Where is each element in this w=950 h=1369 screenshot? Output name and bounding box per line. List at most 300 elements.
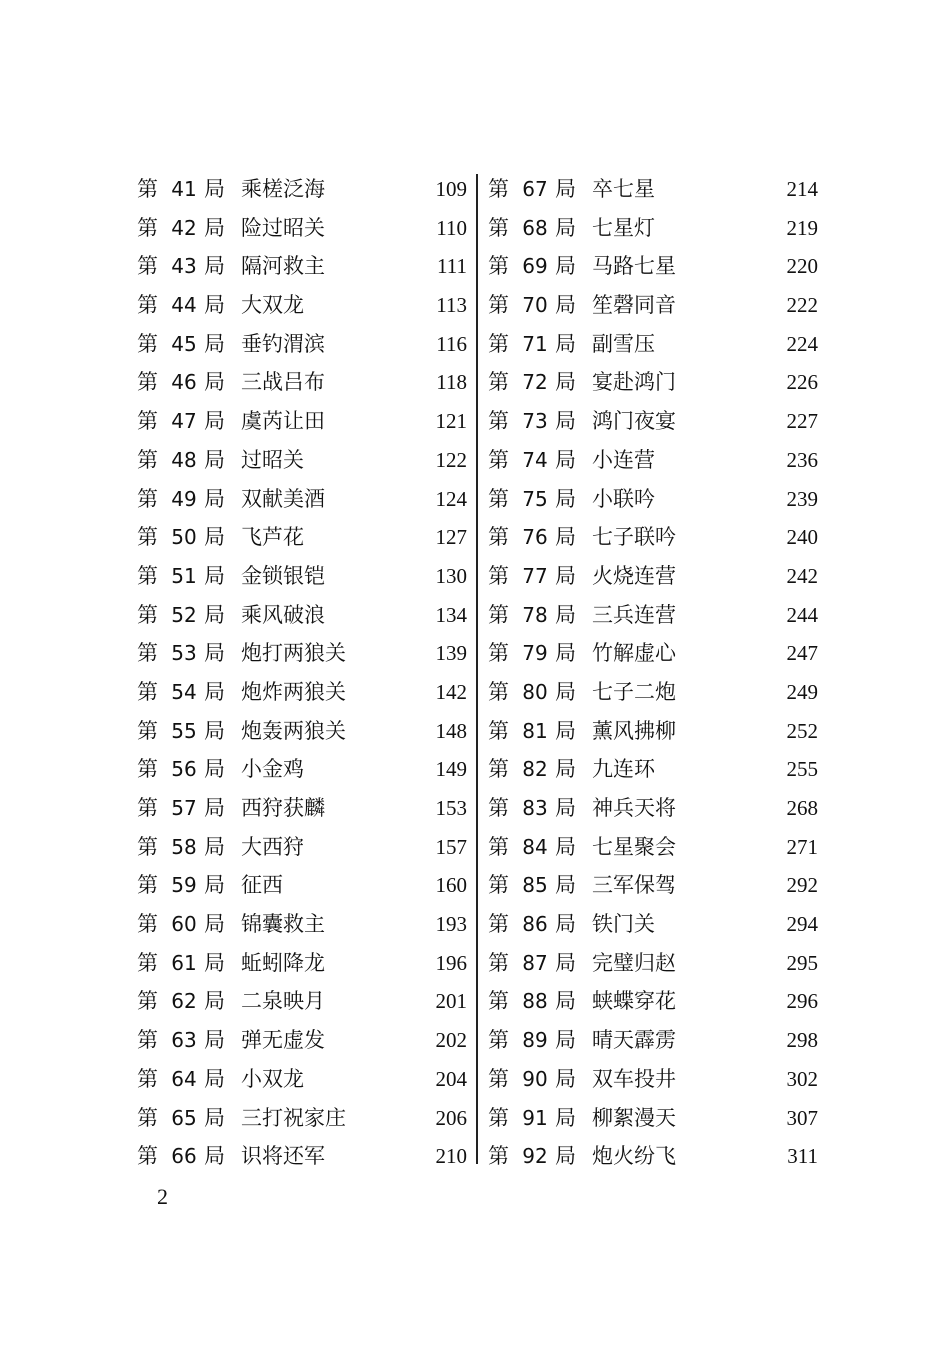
- entry-page: 239: [786, 486, 818, 511]
- entry-suffix: 局: [204, 331, 225, 356]
- entry-prefix: 第: [137, 215, 158, 240]
- toc-entry: [137, 634, 467, 673]
- entry-prefix: 第: [137, 757, 158, 782]
- toc-entry: [137, 828, 467, 867]
- entry-suffix: 局: [204, 834, 225, 859]
- entry-page: 219: [786, 215, 818, 240]
- entry-page: 134: [435, 602, 467, 627]
- entry-prefix: 第: [137, 1105, 158, 1130]
- entry-page: 113: [436, 293, 467, 318]
- entry-page: 204: [435, 1066, 467, 1091]
- entry-title: 小金鸡: [241, 757, 304, 782]
- entry-title: 鸿门夜宴: [592, 409, 676, 434]
- toc-entry: [137, 982, 467, 1021]
- column-divider: [476, 174, 478, 1164]
- entry-page: 201: [435, 989, 467, 1014]
- entry-prefix: 第: [488, 447, 509, 472]
- toc-entry: [137, 866, 467, 905]
- toc-entry: [488, 1099, 818, 1138]
- toc-left-column: [137, 170, 467, 1176]
- entry-prefix: 第: [488, 989, 509, 1014]
- entry-prefix: 第: [488, 1105, 509, 1130]
- entry-page: 160: [435, 873, 467, 898]
- entry-title: 蚯蚓降龙: [241, 950, 325, 975]
- toc-entry: [488, 673, 818, 712]
- entry-page: 196: [435, 950, 467, 975]
- entry-prefix: 第: [137, 602, 158, 627]
- entry-page: 122: [435, 447, 467, 472]
- entry-number: 81: [522, 718, 548, 743]
- entry-prefix: 第: [137, 912, 158, 937]
- entry-prefix: 第: [488, 486, 509, 511]
- entry-number: 71: [522, 331, 548, 356]
- entry-page: 307: [786, 1105, 818, 1130]
- toc-entry: [488, 441, 818, 480]
- entry-number: 47: [171, 409, 197, 434]
- entry-title: 双车投井: [592, 1066, 676, 1091]
- toc-entry: [488, 828, 818, 867]
- entry-page: 157: [435, 834, 467, 859]
- entry-number: 67: [522, 177, 548, 201]
- entry-title: 飞芦花: [241, 525, 304, 550]
- entry-suffix: 局: [555, 641, 576, 666]
- toc-entry: [488, 363, 818, 402]
- entry-title: 双献美酒: [241, 486, 325, 511]
- entry-number: 74: [522, 447, 548, 472]
- entry-number: 49: [171, 486, 197, 511]
- entry-number: 42: [171, 215, 197, 240]
- entry-number: 63: [171, 1028, 197, 1053]
- entry-title: 炮轰两狼关: [241, 718, 346, 743]
- entry-number: 46: [171, 370, 197, 395]
- entry-number: 59: [171, 873, 197, 898]
- entry-prefix: 第: [488, 718, 509, 743]
- entry-suffix: 局: [555, 447, 576, 472]
- toc-entry: [488, 905, 818, 944]
- entry-number: 65: [171, 1105, 197, 1130]
- entry-prefix: 第: [137, 447, 158, 472]
- entry-number: 87: [522, 950, 548, 975]
- entry-page: 292: [786, 873, 818, 898]
- entry-number: 89: [522, 1028, 548, 1053]
- entry-suffix: 局: [555, 293, 576, 318]
- entry-page: 149: [435, 757, 467, 782]
- entry-number: 82: [522, 757, 548, 782]
- entry-number: 43: [171, 254, 197, 279]
- toc-entry: [488, 1021, 818, 1060]
- entry-suffix: 局: [204, 1144, 225, 1169]
- entry-suffix: 局: [204, 1066, 225, 1091]
- entry-title: 炮炸两狼关: [241, 679, 346, 704]
- entry-prefix: 第: [488, 641, 509, 666]
- entry-number: 45: [171, 331, 197, 356]
- entry-prefix: 第: [137, 177, 158, 201]
- entry-page: 121: [435, 409, 467, 434]
- entry-page: 294: [786, 912, 818, 937]
- entry-number: 50: [171, 525, 197, 550]
- entry-page: 109: [435, 177, 467, 201]
- toc-entry: [137, 712, 467, 751]
- toc-entry: [488, 286, 818, 325]
- entry-prefix: 第: [137, 989, 158, 1014]
- entry-prefix: 第: [488, 796, 509, 820]
- entry-title: 七星聚会: [592, 834, 676, 859]
- entry-number: 85: [522, 873, 548, 898]
- entry-prefix: 第: [137, 370, 158, 395]
- entry-prefix: 第: [137, 1066, 158, 1091]
- toc-entry: [137, 557, 467, 596]
- entry-page: 240: [786, 525, 818, 550]
- entry-number: 54: [171, 679, 197, 704]
- toc-entry: [137, 1137, 467, 1176]
- entry-suffix: 局: [555, 409, 576, 434]
- entry-suffix: 局: [555, 989, 576, 1014]
- toc-entry: [488, 750, 818, 789]
- entry-suffix: 局: [555, 602, 576, 627]
- entry-number: 60: [171, 912, 197, 937]
- entry-title: 宴赴鸿门: [592, 370, 676, 395]
- entry-number: 51: [171, 563, 197, 588]
- toc-entry: [488, 634, 818, 673]
- entry-suffix: 局: [204, 989, 225, 1014]
- entry-suffix: 局: [555, 757, 576, 782]
- entry-title: 征西: [241, 873, 283, 898]
- toc-entry: [137, 441, 467, 480]
- entry-prefix: 第: [488, 525, 509, 550]
- entry-number: 52: [171, 602, 197, 627]
- entry-suffix: 局: [555, 215, 576, 240]
- entry-title: 识将还军: [241, 1144, 325, 1169]
- toc-entry: [488, 1060, 818, 1099]
- entry-title: 七子联吟: [592, 525, 676, 550]
- entry-number: 64: [171, 1066, 197, 1091]
- entry-number: 72: [522, 370, 548, 395]
- entry-number: 76: [522, 525, 548, 550]
- entry-page: 130: [435, 563, 467, 588]
- entry-page: 210: [435, 1144, 467, 1169]
- entry-page: 148: [435, 718, 467, 743]
- toc-entry: [137, 363, 467, 402]
- entry-page: 206: [435, 1105, 467, 1130]
- entry-suffix: 局: [555, 679, 576, 704]
- entry-suffix: 局: [204, 1028, 225, 1053]
- entry-prefix: 第: [488, 215, 509, 240]
- entry-suffix: 局: [204, 602, 225, 627]
- toc-entry: [488, 596, 818, 635]
- entry-page: 220: [786, 254, 818, 279]
- toc-entry: [488, 325, 818, 364]
- entry-suffix: 局: [555, 1028, 576, 1053]
- entry-number: 73: [522, 409, 548, 434]
- entry-suffix: 局: [204, 1105, 225, 1130]
- entry-prefix: 第: [488, 409, 509, 434]
- entry-number: 41: [171, 177, 197, 201]
- toc-entry: [137, 170, 467, 209]
- entry-title: 过昭关: [241, 447, 304, 472]
- entry-suffix: 局: [204, 370, 225, 395]
- entry-number: 61: [171, 950, 197, 975]
- entry-title: 完璧归赵: [592, 950, 676, 975]
- entry-title: 薰风拂柳: [592, 718, 676, 743]
- entry-page: 271: [786, 834, 818, 859]
- toc-entry: [137, 673, 467, 712]
- entry-prefix: 第: [488, 177, 509, 201]
- entry-page: 244: [786, 602, 818, 627]
- entry-prefix: 第: [137, 679, 158, 704]
- page-number: 2: [157, 1184, 168, 1209]
- entry-number: 78: [522, 602, 548, 627]
- toc-entry: [137, 905, 467, 944]
- toc-entry: [488, 1137, 818, 1176]
- entry-title: 九连环: [592, 757, 655, 782]
- entry-title: 马路七星: [592, 254, 676, 279]
- entry-prefix: 第: [137, 718, 158, 743]
- entry-prefix: 第: [488, 563, 509, 588]
- entry-page: 252: [786, 718, 818, 743]
- toc-entry: [137, 750, 467, 789]
- entry-suffix: 局: [555, 254, 576, 279]
- entry-prefix: 第: [137, 796, 158, 820]
- entry-title: 弹无虚发: [241, 1028, 325, 1053]
- entry-title: 火烧连营: [592, 563, 676, 588]
- entry-title: 炮火纷飞: [592, 1144, 676, 1169]
- entry-page: 255: [786, 757, 818, 782]
- entry-suffix: 局: [204, 950, 225, 975]
- entry-title: 垂钓渭滨: [241, 331, 325, 356]
- entry-number: 58: [171, 834, 197, 859]
- entry-number: 80: [522, 679, 548, 704]
- entry-suffix: 局: [204, 254, 225, 279]
- entry-suffix: 局: [555, 834, 576, 859]
- entry-prefix: 第: [137, 331, 158, 356]
- entry-prefix: 第: [488, 1028, 509, 1053]
- entry-title: 铁门关: [592, 912, 655, 937]
- toc-entry: [137, 944, 467, 983]
- entry-page: 111: [437, 254, 467, 279]
- entry-title: 七子二炮: [592, 679, 676, 704]
- entry-title: 乘风破浪: [241, 602, 325, 627]
- entry-prefix: 第: [137, 641, 158, 666]
- entry-page: 311: [787, 1144, 818, 1169]
- entry-prefix: 第: [488, 1066, 509, 1091]
- entry-title: 七星灯: [592, 215, 655, 240]
- entry-title: 金锁银铠: [241, 563, 325, 588]
- entry-number: 92: [522, 1144, 548, 1169]
- entry-prefix: 第: [488, 370, 509, 395]
- toc-entry: [137, 247, 467, 286]
- entry-page: 118: [436, 370, 467, 395]
- entry-number: 79: [522, 641, 548, 666]
- entry-prefix: 第: [488, 293, 509, 318]
- entry-number: 62: [171, 989, 197, 1014]
- entry-page: 110: [436, 215, 467, 240]
- toc-right-column: [488, 170, 818, 1176]
- toc-entry: [488, 944, 818, 983]
- entry-page: 296: [786, 989, 818, 1014]
- entry-suffix: 局: [204, 796, 225, 820]
- entry-page: 214: [786, 177, 818, 201]
- entry-suffix: 局: [555, 950, 576, 975]
- entry-number: 68: [522, 215, 548, 240]
- entry-title: 晴天霹雳: [592, 1028, 676, 1053]
- entry-title: 卒七星: [592, 177, 655, 201]
- entry-prefix: 第: [488, 912, 509, 937]
- entry-title: 三打祝家庄: [241, 1105, 346, 1130]
- toc-entry: [488, 518, 818, 557]
- entry-page: 249: [786, 679, 818, 704]
- entry-suffix: 局: [204, 215, 225, 240]
- entry-suffix: 局: [204, 177, 225, 201]
- entry-page: 153: [435, 796, 467, 820]
- entry-suffix: 局: [555, 370, 576, 395]
- toc-entry: [137, 402, 467, 441]
- entry-prefix: 第: [137, 254, 158, 279]
- toc-entry: [137, 209, 467, 248]
- entry-page: 295: [786, 950, 818, 975]
- entry-title: 二泉映月: [241, 989, 325, 1014]
- entry-prefix: 第: [137, 409, 158, 434]
- entry-page: 222: [786, 293, 818, 318]
- entry-suffix: 局: [204, 757, 225, 782]
- entry-number: 48: [171, 447, 197, 472]
- toc-entry: [488, 557, 818, 596]
- entry-title: 柳絮漫天: [592, 1105, 676, 1130]
- entry-suffix: 局: [555, 1144, 576, 1169]
- entry-prefix: 第: [488, 873, 509, 898]
- entry-page: 302: [786, 1066, 818, 1091]
- entry-title: 蛱蝶穿花: [592, 989, 676, 1014]
- entry-prefix: 第: [137, 1144, 158, 1169]
- entry-title: 笙磬同音: [592, 293, 676, 318]
- toc-entry: [137, 1099, 467, 1138]
- toc-entry: [488, 480, 818, 519]
- entry-number: 69: [522, 254, 548, 279]
- entry-title: 三兵连营: [592, 602, 676, 627]
- entry-suffix: 局: [204, 912, 225, 937]
- toc-entry: [488, 209, 818, 248]
- toc-entry: [137, 286, 467, 325]
- toc-entry: [488, 402, 818, 441]
- toc-entry: [137, 596, 467, 635]
- entry-page: 224: [786, 331, 818, 356]
- toc-entry: [137, 1060, 467, 1099]
- entry-suffix: 局: [555, 912, 576, 937]
- entry-suffix: 局: [204, 679, 225, 704]
- entry-title: 虞芮让田: [241, 409, 325, 434]
- entry-page: 268: [786, 796, 818, 820]
- entry-prefix: 第: [137, 834, 158, 859]
- entry-suffix: 局: [555, 718, 576, 743]
- entry-number: 44: [171, 293, 197, 318]
- entry-number: 84: [522, 834, 548, 859]
- entry-prefix: 第: [137, 525, 158, 550]
- entry-page: 127: [435, 525, 467, 550]
- entry-suffix: 局: [555, 873, 576, 898]
- toc-entry: [137, 1021, 467, 1060]
- entry-number: 77: [522, 563, 548, 588]
- toc-entry: [137, 480, 467, 519]
- entry-suffix: 局: [555, 796, 576, 820]
- entry-title: 炮打两狼关: [241, 641, 346, 666]
- entry-suffix: 局: [555, 486, 576, 511]
- entry-page: 226: [786, 370, 818, 395]
- entry-prefix: 第: [488, 757, 509, 782]
- entry-title: 神兵天将: [592, 796, 676, 820]
- entry-page: 116: [436, 331, 467, 356]
- entry-page: 247: [786, 641, 818, 666]
- entry-suffix: 局: [204, 641, 225, 666]
- entry-number: 70: [522, 293, 548, 318]
- entry-prefix: 第: [488, 254, 509, 279]
- entry-prefix: 第: [137, 563, 158, 588]
- toc-entry: [488, 982, 818, 1021]
- entry-page: 139: [435, 641, 467, 666]
- entry-suffix: 局: [204, 718, 225, 743]
- entry-page: 202: [435, 1028, 467, 1053]
- entry-suffix: 局: [555, 525, 576, 550]
- toc-entry: [488, 789, 818, 828]
- toc-entry: [488, 712, 818, 751]
- entry-page: 227: [786, 409, 818, 434]
- entry-page: 124: [435, 486, 467, 511]
- entry-page: 236: [786, 447, 818, 472]
- entry-title: 小连营: [592, 447, 655, 472]
- entry-title: 乘槎泛海: [241, 177, 325, 201]
- entry-number: 83: [522, 796, 548, 820]
- entry-number: 56: [171, 757, 197, 782]
- entry-suffix: 局: [555, 1105, 576, 1130]
- entry-prefix: 第: [488, 331, 509, 356]
- entry-suffix: 局: [204, 873, 225, 898]
- entry-number: 90: [522, 1066, 548, 1091]
- entry-number: 75: [522, 486, 548, 511]
- entry-prefix: 第: [488, 1144, 509, 1169]
- entry-title: 锦囊救主: [241, 912, 325, 937]
- entry-title: 竹解虚心: [592, 641, 676, 666]
- entry-suffix: 局: [555, 177, 576, 201]
- entry-title: 小双龙: [241, 1066, 304, 1091]
- entry-page: 193: [435, 912, 467, 937]
- toc-entry: [137, 518, 467, 557]
- entry-suffix: 局: [204, 486, 225, 511]
- entry-suffix: 局: [204, 563, 225, 588]
- entry-suffix: 局: [204, 293, 225, 318]
- entry-prefix: 第: [137, 950, 158, 975]
- entry-number: 53: [171, 641, 197, 666]
- entry-number: 55: [171, 718, 197, 743]
- toc-entry: [488, 866, 818, 905]
- entry-number: 88: [522, 989, 548, 1014]
- entry-title: 三战吕布: [241, 370, 325, 395]
- entry-number: 57: [171, 796, 197, 820]
- entry-number: 66: [171, 1144, 197, 1169]
- entry-suffix: 局: [555, 1066, 576, 1091]
- entry-title: 大双龙: [241, 293, 304, 318]
- toc-entry: [137, 325, 467, 364]
- entry-title: 小联吟: [592, 486, 655, 511]
- toc-entry: [137, 789, 467, 828]
- entry-page: 142: [435, 679, 467, 704]
- entry-page: 242: [786, 563, 818, 588]
- entry-number: 91: [522, 1105, 548, 1130]
- entry-title: 隔河救主: [241, 254, 325, 279]
- toc-entry: [488, 170, 818, 209]
- entry-prefix: 第: [137, 293, 158, 318]
- entry-prefix: 第: [137, 1028, 158, 1053]
- entry-prefix: 第: [137, 486, 158, 511]
- entry-prefix: 第: [488, 602, 509, 627]
- entry-suffix: 局: [204, 409, 225, 434]
